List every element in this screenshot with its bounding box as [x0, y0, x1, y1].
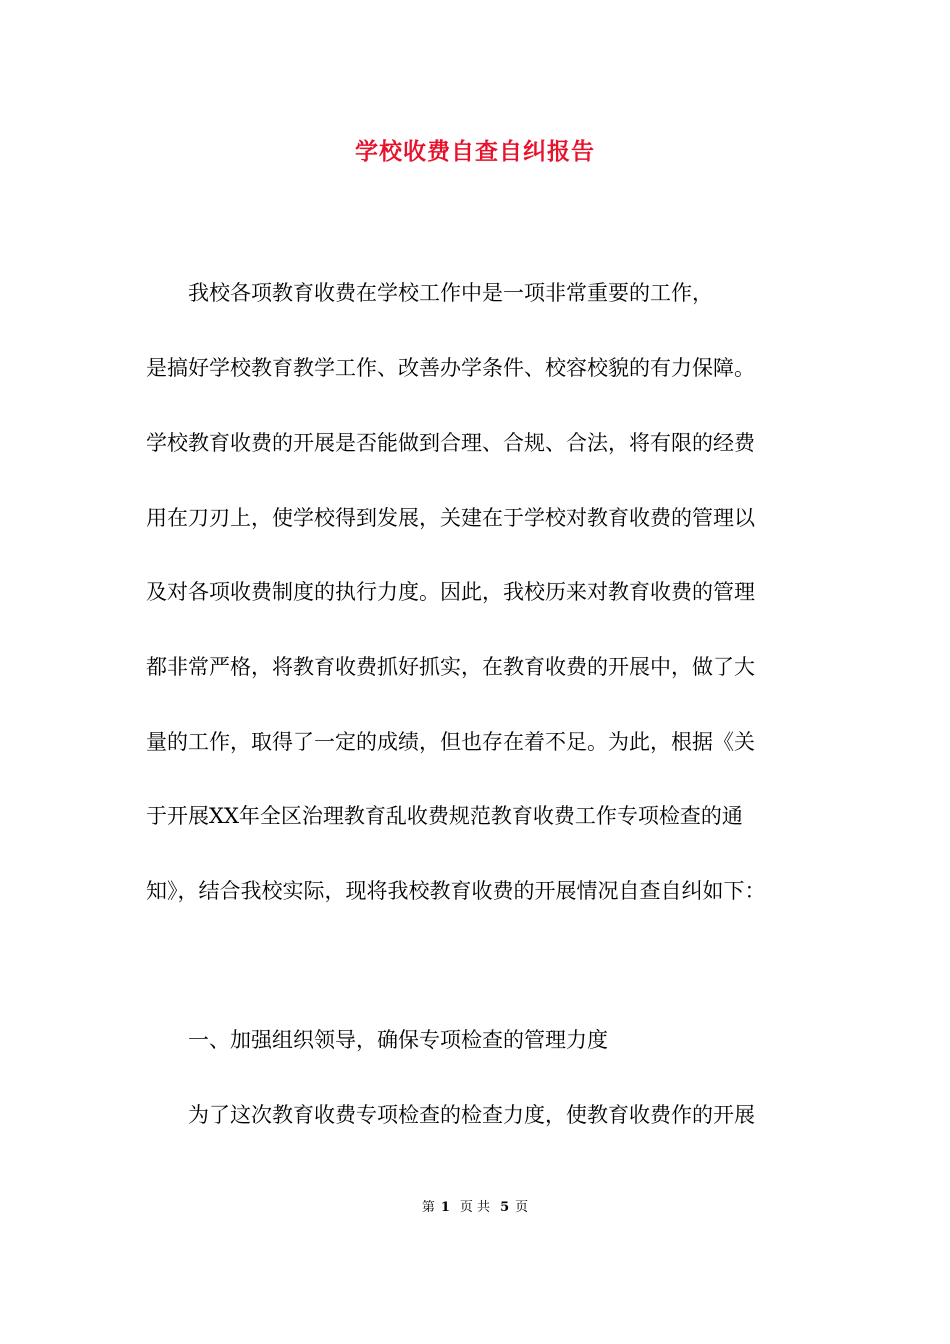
paragraph-line: 于开展XX年全区治理教育乱收费规范教育收费工作专项检查的通	[146, 804, 743, 828]
paragraph-line: 是搞好学校教育教学工作、改善办学条件、校容校貌的有力保障。	[146, 356, 755, 380]
paragraph-line: 知》，结合我校实际，现将我校教育收费的开展情况自查自纠如下：	[146, 879, 766, 903]
page-footer	[0, 1198, 950, 1218]
footer-total-pages: 5	[500, 1200, 510, 1215]
paragraph-line: 学校教育收费的开展是否能做到合理、合规、合法，将有限的经费	[146, 431, 755, 455]
paragraph-line: 都非常严格，将教育收费抓好抓实，在教育收费的开展中，做了大	[146, 655, 755, 679]
paragraph-line: 及对各项收费制度的执行力度。因此，我校历来对教育收费的管理	[146, 580, 755, 604]
footer-middle: 页 共	[459, 1200, 491, 1215]
paragraph-line: 我校各项教育收费在学校工作中是一项非常重要的工作，	[146, 281, 713, 305]
footer-suffix: 页	[515, 1200, 529, 1215]
paragraph-line: 用在刀刃上，使学校得到发展，关建在于学校对教育收费的管理以	[146, 506, 755, 530]
paragraph-line: 为了这次教育收费专项检查的检查力度，使教育收费作的开展	[188, 1103, 755, 1127]
footer-page-number: 1	[440, 1200, 450, 1215]
paragraph-line: 量的工作，取得了一定的成绩，但也存在着不足。为此，根据《关	[146, 730, 755, 754]
footer-prefix: 第	[421, 1200, 435, 1215]
section-heading: 一、加强组织领导，确保专项检查的管理力度	[188, 1028, 608, 1052]
document-title: 学校收费自查自纠报告	[355, 138, 595, 165]
